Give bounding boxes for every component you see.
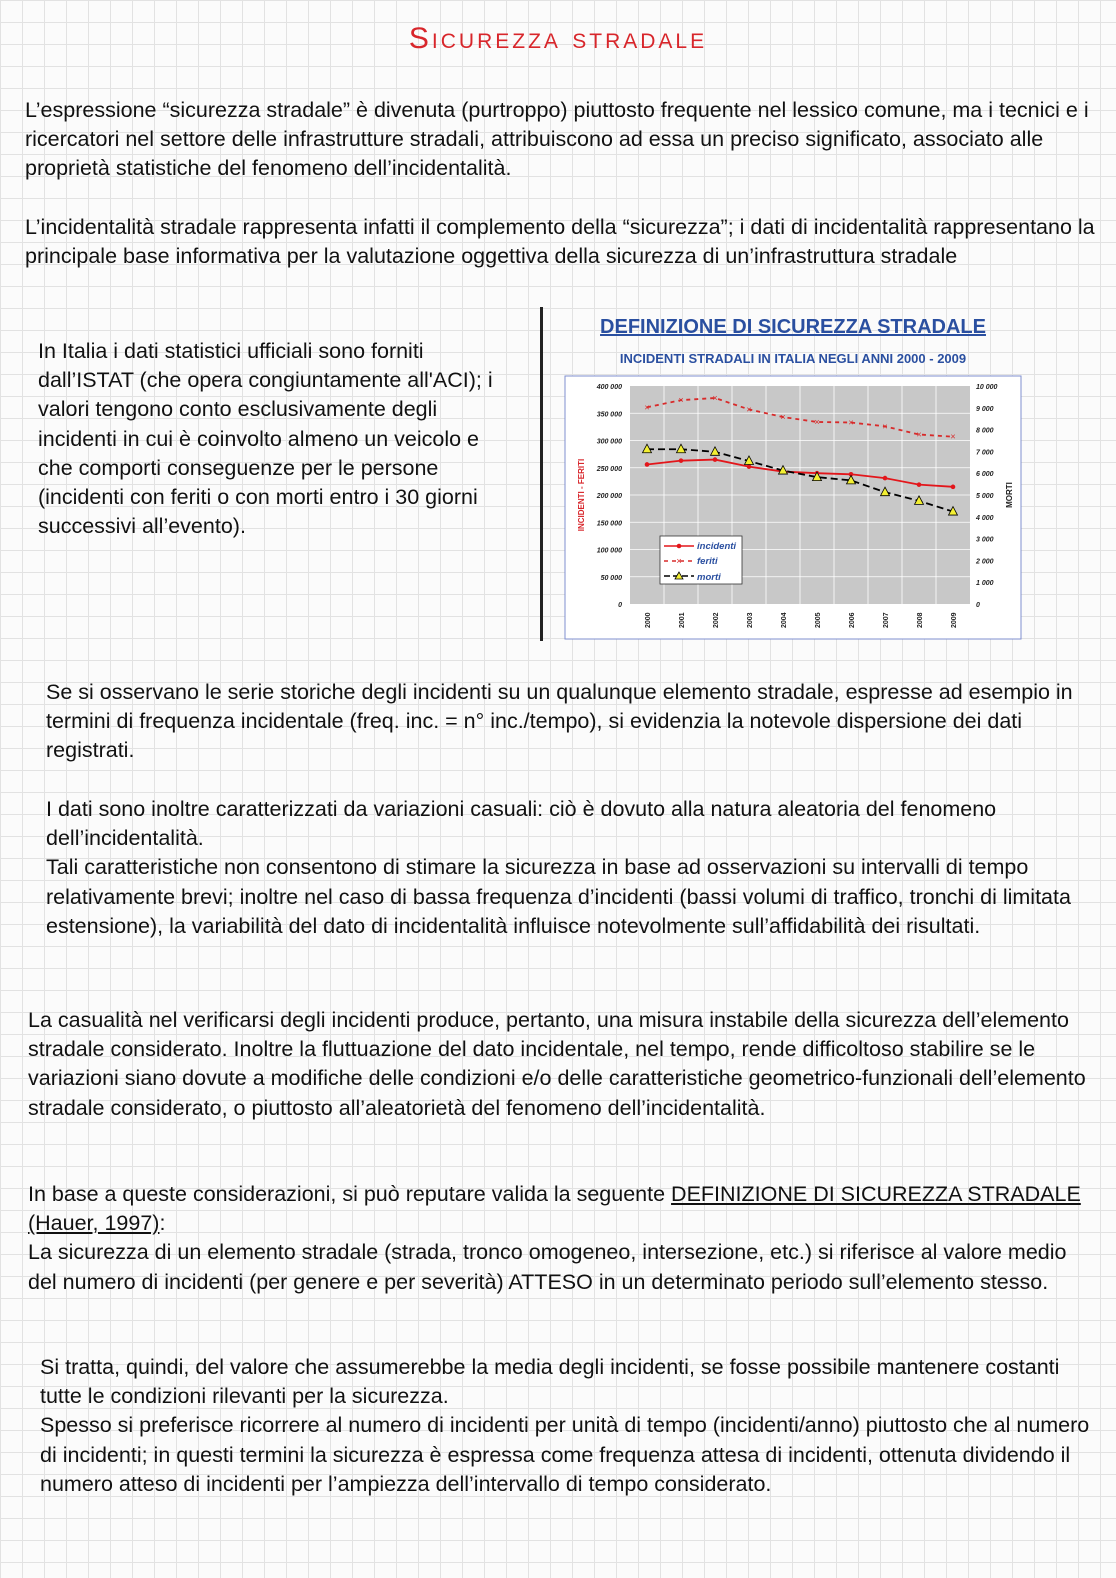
paragraph-conclusione-1: Si tratta, quindi, del valore che assumerebbe la media degli incidenti, se fosse possibile mantenere costanti tutte le condizioni rilevanti per la sicurezza. — [40, 1355, 1060, 1409]
accident-chart — [560, 312, 1030, 642]
point-feriti: × — [746, 404, 752, 415]
y-axis-left-label: INCIDENTI - FERITI — [577, 458, 586, 532]
y-right-tick-label: 7 000 — [976, 449, 994, 457]
paragraph-definizione — [28, 1180, 1093, 1297]
paragraph-incidentalita: L’incidentalità stradale rappresenta infatti il complemento della “sicurezza”; i dati di incidentalità rappresentano la principale base informativa per la valutazione oggettiva della sicurezza di un’infrastruttura stradale — [25, 215, 1095, 269]
vertical-divider — [540, 307, 543, 641]
x-tick-label: 2008 — [917, 612, 924, 628]
definition-colon: : — [159, 1211, 166, 1236]
y-right-tick-label: 6 000 — [976, 471, 994, 479]
y-left-tick-label: 100 000 — [596, 547, 622, 555]
paragraph-intro: L’espressione “sicurezza stradale” è divenuta (purtroppo) piuttosto frequente nel lessico comune, ma i tecnici e i ricercatori nel settore delle infrastrutture stradali, attribuiscono ad essa un preciso significato, associato alle proprietà statistiche del fenomeno dell’incidentalità. — [25, 98, 1089, 181]
y-right-tick-label: 2 000 — [976, 558, 994, 566]
y-right-tick-label: 9 000 — [976, 405, 994, 413]
point-feriti: × — [882, 421, 888, 432]
y-right-tick-label: 0 — [976, 602, 980, 609]
x-tick-label: 2009 — [951, 612, 958, 628]
y-right-tick-label: 10 000 — [976, 384, 998, 391]
point-incidenti — [951, 485, 956, 490]
point-feriti: × — [916, 429, 922, 440]
point-feriti: × — [644, 402, 650, 413]
point-feriti: × — [950, 431, 956, 442]
point-incidenti — [713, 457, 718, 462]
paragraph-variazioni-2: Tali caratteristiche non consentono di stimare la sicurezza in base ad osservazioni su intervalli di tempo relativamente brevi; inoltre nel caso di bassa frequenza d’incidenti (bassi volumi di traffico, tronchi di limitata estensione), la variabilità del dato di incidentalità influisce notevolmente sull’affidabilità dei risultati. — [46, 855, 1071, 938]
definition-body: La sicurezza di un elemento stradale (strada, tronco omogeneo, intersezione, etc.) si riferisce al valore medio del numero di incidenti (per genere e per severità) ATTESO in un determinato periodo sull’elemento stesso. — [28, 1240, 1067, 1294]
paragraph-variazioni — [46, 795, 1086, 941]
y-left-tick-label: 300 000 — [596, 438, 622, 446]
paragraph-istat: In Italia i dati statistici ufficiali sono forniti dall’ISTAT (che opera congiuntamente all'ACI); i valori tengono conto esclusivamente degli incidenti in cui è coinvolto almeno un veicolo e che comporti conseguenze per le persone (incidenti con feriti o con morti entro i 30 giorni successivi all’evento). — [38, 339, 493, 539]
legend-label-feriti: feriti — [697, 556, 718, 567]
x-tick-label: 2003 — [747, 612, 754, 628]
point-incidenti — [883, 476, 888, 481]
y-axis-right-label: MORTI — [1005, 482, 1014, 508]
definition-heading: DEFINIZIONE DI SICUREZZA STRADALE (Hauer, 1997) — [28, 1182, 1081, 1236]
legend-label-morti: morti — [697, 572, 721, 583]
chart-title: DEFINIZIONE DI SICUREZZA STRADALE — [600, 316, 986, 338]
paragraph-serie-storiche: Se si osservano le serie storiche degli incidenti su un qualunque elemento stradale, espresse ad esempio in termini di frequenza incidentale (freq. inc. = n° inc./tempo), si evidenzia la notevole dispersione dei dati registrati. — [46, 680, 1073, 763]
point-feriti: × — [848, 417, 854, 428]
y-right-tick-label: 5 000 — [976, 493, 994, 500]
paragraph-casualita: La casualità nel verificarsi degli incidenti produce, pertanto, una misura instabile della sicurezza dell’elemento stradale considerato. Inoltre la fluttuazione del dato incidentale, nel tempo, rende difficoltoso stabilire se le variazioni siano dovute a modifiche delle condizioni e/o delle caratteristiche geometrico-funzionali dell’elemento stradale considerato, o piuttosto all’aleatorietà del fenomeno dell’incidentalità. — [28, 1008, 1086, 1120]
y-right-tick-label: 1 000 — [976, 580, 994, 588]
y-left-tick-label: 0 — [618, 602, 622, 609]
paragraph-variazioni-1: I dati sono inoltre caratterizzati da variazioni casuali: ciò è dovuto alla natura aleatoria del fenomeno dell’incidentalità. — [46, 797, 997, 851]
x-tick-label: 2004 — [781, 612, 788, 628]
point-incidenti — [747, 464, 752, 469]
chart-legend — [660, 536, 742, 584]
x-tick-label: 2001 — [679, 612, 686, 628]
y-left-tick-label: 50 000 — [600, 574, 622, 582]
y-right-tick-label: 3 000 — [976, 536, 994, 544]
paragraph-conclusione-2: Spesso si preferisce ricorrere al numero di incidenti per unità di tempo (incidenti/anno) piuttosto che al numero di incidenti; in questi termini la sicurezza è espressa come frequenza attesa di incidenti, ottenuta dividendo il numero atteso di incidenti per l’ampiezza dell’intervallo di tempo considerato. — [40, 1413, 1090, 1496]
y-left-tick-label: 250 000 — [596, 465, 622, 473]
y-right-tick-label: 4 000 — [976, 514, 994, 522]
chart-svg — [560, 312, 1030, 642]
x-tick-label: 2006 — [849, 612, 856, 628]
point-feriti: × — [780, 412, 786, 423]
x-tick-label: 2002 — [713, 612, 720, 628]
paragraph-conclusione — [40, 1353, 1100, 1499]
y-left-tick-label: 200 000 — [596, 493, 622, 500]
point-incidenti — [645, 462, 650, 467]
chart-subtitle: INCIDENTI STRADALI IN ITALIA NEGLI ANNI 2000 - 2009 — [619, 351, 967, 366]
y-left-tick-label: 400 000 — [596, 384, 622, 391]
x-tick-label: 2005 — [815, 612, 822, 628]
x-tick-label: 2000 — [645, 612, 652, 628]
page-title: Sicurezza stradale — [408, 22, 708, 55]
point-incidenti — [679, 458, 684, 463]
definition-intro: In base a queste considerazioni, si può reputare valida la seguente — [28, 1182, 672, 1206]
legend-label-incidenti: incidenti — [697, 541, 737, 552]
point-feriti: × — [678, 395, 684, 406]
x-tick-label: 2007 — [883, 612, 890, 628]
legend-marker-incidenti — [677, 544, 682, 549]
y-left-tick-label: 350 000 — [596, 411, 622, 419]
y-right-tick-label: 8 000 — [976, 427, 994, 435]
point-feriti: × — [712, 392, 718, 403]
point-incidenti — [917, 482, 922, 487]
point-feriti: × — [814, 416, 820, 427]
y-left-tick-label: 150 000 — [596, 520, 622, 528]
legend-marker-feriti: × — [676, 556, 682, 566]
